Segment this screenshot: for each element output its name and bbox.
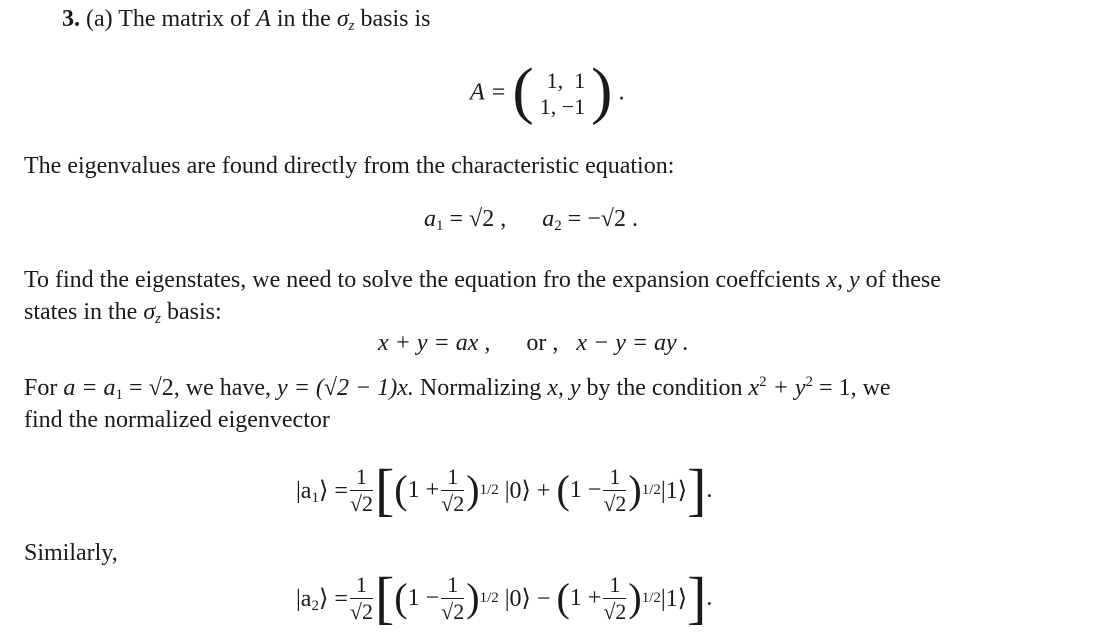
- for-line2: find the normalized eigenvector: [24, 407, 330, 433]
- sigma-symbol: σ: [336, 6, 349, 32]
- ket1-dot: .: [706, 476, 713, 503]
- ket2-end: |1⟩: [660, 585, 688, 612]
- matrix-equation: [470, 54, 625, 126]
- for-a: For: [24, 375, 58, 401]
- for-h-sup: 2: [759, 374, 767, 390]
- a2-value: = −√2 .: [567, 206, 638, 232]
- ket1-op2: −: [587, 476, 602, 503]
- a1-subscript: 1: [436, 218, 444, 234]
- equation-1: x + y = ax ,: [378, 330, 491, 356]
- matrix-lhs: A =: [470, 79, 507, 106]
- eigenvalues-equation: [424, 206, 638, 233]
- for-j: = 1, we: [819, 375, 891, 401]
- ket2-op2: +: [587, 584, 602, 611]
- for-f: x, y: [547, 375, 581, 401]
- ket1-frac-1: $\frac{1}{√2}$: [441, 464, 465, 516]
- sigma-subscript: z: [348, 18, 355, 34]
- a2-symbol: a: [542, 206, 555, 232]
- problem-heading: [62, 6, 431, 33]
- matrix-r2c1: 1,: [539, 94, 557, 119]
- equation-or: or ,: [526, 330, 559, 356]
- problem-part-mid: in the: [276, 6, 331, 32]
- a1-symbol: a: [424, 206, 436, 232]
- ket1-mid: |0⟩ +: [504, 477, 551, 504]
- matrix-r1c1: 1,: [546, 68, 564, 93]
- ket-a2-equation: $|a_2⟩$ = $\frac{1}{√2}$ [ ( 1 − $\frac{1}{√2}$ ) 1/2 |0⟩ − ( 1 + $\frac{1}{√2}$ ) 1/2 |1⟩ ] .: [296, 565, 713, 630]
- problem-number: 3.: [62, 6, 80, 32]
- normalization-paragraph: [24, 372, 1079, 436]
- problem-part: (a) The matrix of: [86, 6, 251, 32]
- sigma-subscript-2: z: [155, 311, 161, 327]
- for-i: + y: [772, 375, 806, 401]
- ket1-prefactor: $\frac{1}{√2}$: [349, 464, 373, 516]
- ket2-op1: −: [425, 584, 440, 611]
- eigenvalues-text: The eigenvalues are found directly from the characteristic equation:: [24, 153, 675, 179]
- eigenstates-text-1: To find the eigenstates, we need to solve the equation fro the expansion coeffcients: [24, 267, 821, 293]
- ket2-mid: |0⟩ −: [504, 585, 551, 612]
- ket2-prefactor: $\frac{1}{√2}$: [349, 572, 373, 624]
- ket2-dot: .: [706, 584, 713, 611]
- for-c: = √2, we have,: [129, 375, 272, 401]
- a1-value: = √2 ,: [449, 206, 507, 232]
- var-A: A: [256, 6, 271, 32]
- eigenstates-line2-b: basis:: [167, 299, 222, 325]
- eigenstates-vars: x, y: [826, 267, 860, 293]
- matrix-r1c2: 1: [574, 68, 586, 93]
- eigenstates-paragraph: [24, 264, 1079, 328]
- matrix-end: .: [618, 79, 625, 106]
- coefficient-equations: [378, 330, 689, 357]
- for-b-sub: 1: [115, 387, 124, 403]
- eigenstates-line2-a: states in the: [24, 299, 138, 325]
- ket2-frac-2: $\frac{1}{√2}$: [603, 572, 627, 624]
- a2-subscript: 2: [554, 218, 562, 234]
- similarly-text: Similarly,: [24, 540, 118, 566]
- for-i-sup: 2: [805, 374, 814, 390]
- eigenstates-text-2: of these: [865, 267, 941, 293]
- problem-part-end: basis is: [360, 6, 431, 32]
- ket2-frac-1: $\frac{1}{√2}$: [441, 572, 465, 624]
- equation-2: x − y = ay .: [576, 330, 689, 356]
- left-paren: (: [512, 54, 534, 126]
- ket1-lhs: $|a_1⟩$ =: [296, 477, 348, 506]
- for-d: y = (√2 − 1)x.: [277, 375, 414, 401]
- ket1-frac-2: $\frac{1}{√2}$: [603, 464, 627, 516]
- for-h: x: [748, 375, 760, 401]
- sigma-symbol-2: σ: [143, 299, 156, 325]
- ket1-op1: +: [425, 476, 440, 503]
- for-g: by the condition: [586, 375, 743, 401]
- for-e: Normalizing: [419, 375, 542, 401]
- matrix-body: [540, 68, 585, 120]
- ket-a1-equation: $|a_1⟩$ = $\frac{1}{√2}$ [ ( 1 + $\frac{1}{√2}$ ) 1/2 |0⟩ + ( 1 − $\frac{1}{√2}$ ) 1/2 |1⟩ ] .: [296, 457, 713, 522]
- for-b: a = a: [63, 375, 116, 401]
- right-paren: ): [591, 54, 613, 126]
- matrix-r2c2: −1: [561, 94, 586, 119]
- ket1-end: |1⟩: [660, 477, 688, 504]
- ket2-lhs: $|a_2⟩$ =: [296, 585, 348, 614]
